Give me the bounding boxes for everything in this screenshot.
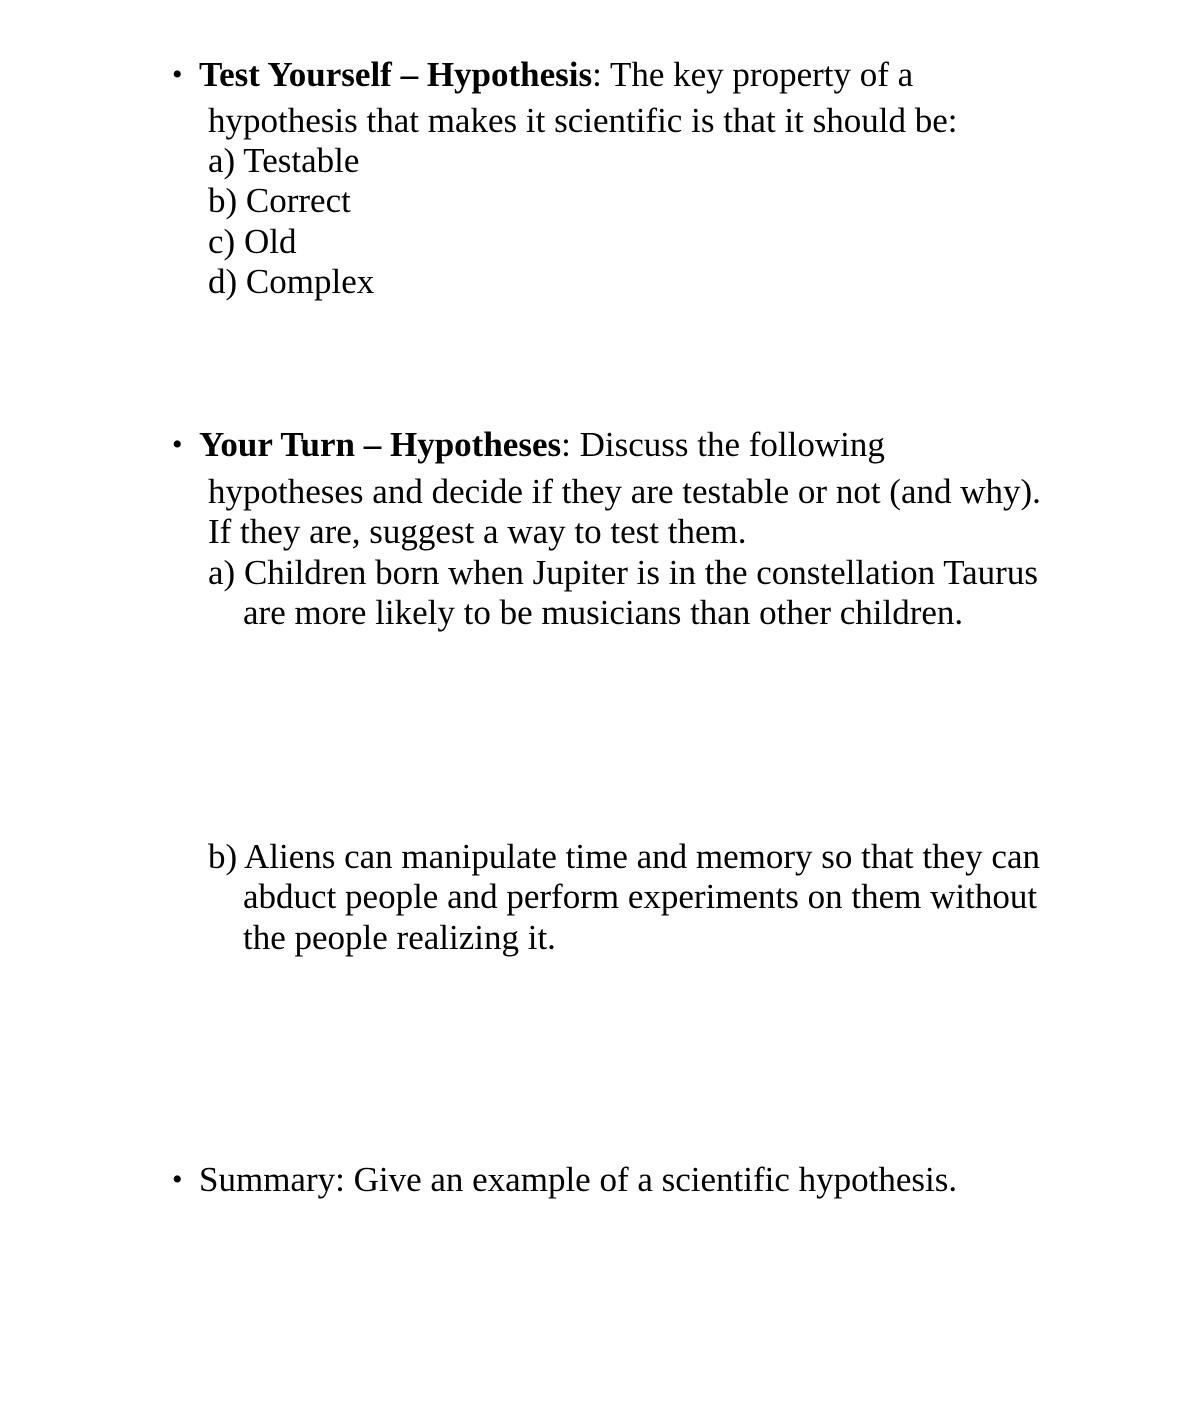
option-c: c) Old — [208, 222, 297, 261]
bullet-icon: • — [172, 58, 183, 91]
your-turn-title-rest: : Discuss the following — [561, 425, 885, 464]
hypothesis-a-line-2: are more likely to be musicians than other children. — [243, 593, 964, 632]
option-d: d) Complex — [208, 262, 375, 301]
your-turn-line-3: If they are, suggest a way to test them. — [208, 512, 747, 551]
bullet-icon: • — [172, 1163, 183, 1196]
your-turn-line-2: hypotheses and decide if they are testable or not (and why). — [208, 472, 1041, 511]
bullet-icon: • — [172, 428, 183, 461]
summary-text: Summary: Give an example of a scientific hypothesis. — [199, 1160, 958, 1199]
test-yourself-title-rest: : The key property of a — [592, 55, 914, 94]
hypothesis-a-line-1: a) Children born when Jupiter is in the constellation Taurus — [208, 553, 1038, 592]
your-turn-heading — [199, 425, 885, 466]
hypothesis-b-line-3: the people realizing it. — [243, 918, 556, 957]
test-yourself-question-line: hypothesis that makes it scientific is that it should be: — [208, 101, 958, 140]
hypothesis-b-line-2: abduct people and perform experiments on them without — [243, 877, 1038, 916]
option-a: a) Testable — [208, 141, 360, 180]
test-yourself-title: Test Yourself – Hypothesis — [199, 55, 593, 94]
option-b: b) Correct — [208, 181, 351, 220]
test-yourself-heading — [199, 55, 913, 96]
hypothesis-b-line-1: b) Aliens can manipulate time and memory so that they can — [208, 837, 1040, 876]
your-turn-title: Your Turn – Hypotheses — [199, 425, 562, 464]
